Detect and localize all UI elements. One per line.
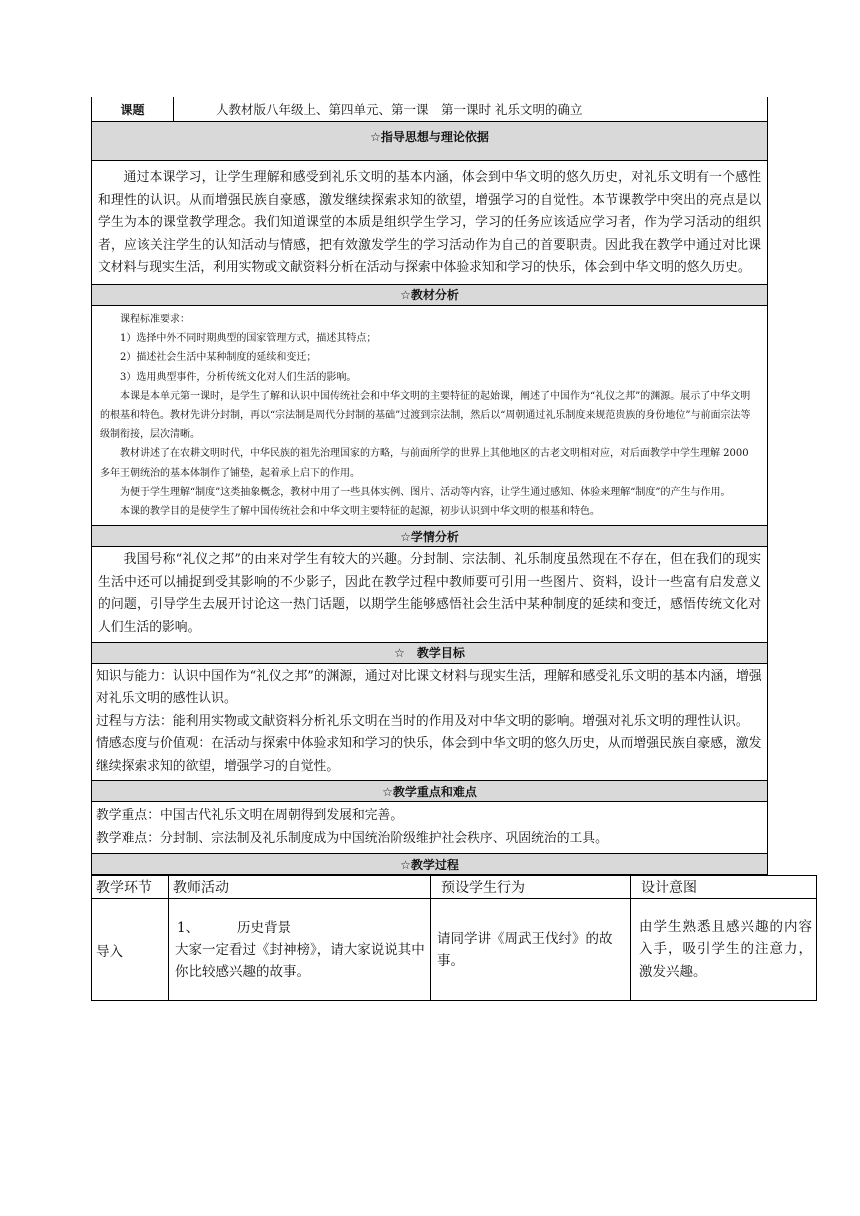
guiding-text: 通过本课学习，让学生理解和感受到礼乐文明的基本内涵，体会到中华文明的悠久历史，对礼乐文明有一个感性和理性的认识。从而增强民族自豪感，激发继续探索求知的欲望，增强学习的自觉性。本节课教学中突出的亮点是以学生为本的课堂教学理念。我们知道课堂的本质是组织学生学习，学习的任务应该适应学习者，作为学习活动的组织者，应该关注学生的认知活动与情感，把有效激发学生的学习活动作为自己的首要职责。因此我在教学中通过对比课文材料与现实生活，利用实物或文献资料分析在活动与探索中体验求知和学习的快乐，体会到中华文明的悠久历史。 — [98, 170, 761, 276]
teacher-step-number: 1、 — [177, 919, 200, 936]
goal-emotion: 情感态度与价值观：在活动与探索中体验求知和学习的快乐，体会到中华文明的悠久历史，从而增强民族自豪感，激发继续探索求知的欲望，增强学习的自觉性。 — [96, 736, 762, 774]
teacher-step-text: 大家一定看过《封神榜》，请大家说说其中你比较感兴趣的故事。 — [175, 941, 425, 980]
col-teacher: 教师活动 — [169, 876, 431, 899]
section-header-goals: ☆ 教学目标 — [91, 643, 768, 664]
goal-process: 过程与方法：能利用实物或文献资料分析礼乐文明在当时的作用及对中华文明的影响。增强对礼乐文明的理性认识。 — [96, 713, 749, 729]
students-paragraph — [91, 547, 768, 642]
material-line: 课程标准要求： — [120, 313, 190, 325]
material-line: 1）选择中外不同时期典型的国家管理方式，描述其特点； — [120, 333, 377, 345]
col-intent: 设计意图 — [631, 876, 817, 899]
lesson-plan — [91, 97, 812, 1001]
intent-cell: 由学生熟悉且感兴趣的内容入手，吸引学生的注意力，激发兴趣。 — [631, 899, 817, 1001]
stage-cell: 导入 — [92, 899, 169, 1001]
goal-knowledge: 知识与能力：认识中国作为“礼仪之邦”的渊源，通过对比课文材料与现实生活，理解和感受礼乐文明的基本内涵，增强对礼乐文明的感性认识。 — [96, 668, 762, 707]
material-line: 教材讲述了在农耕文明时代，中华民族的祖先治理国家的方略，与前面所学的世界上其他地区的古老文明相对应，对后面教学中学生理解 2000 多年王朝统治的基本体制作了铺垫，起着承上启下的作用。 — [100, 448, 749, 479]
material-line: 本课的教学目的是使学生了解中国传统社会和中华文明主要特征的起源，初步认识到中华文明的根基和特色。 — [120, 506, 600, 517]
title-row — [91, 97, 768, 122]
section-header-keypoints: ☆教学重点和难点 — [91, 781, 768, 802]
material-line: 2）描述社会生活中某种制度的延续和变迁； — [120, 352, 317, 364]
section-header-process: ☆教学过程 — [91, 854, 768, 875]
title-label: 课题 — [92, 97, 174, 121]
process-table — [91, 875, 817, 1001]
lesson-title: 人教材版八年级上、第四单元、第一课 第一课时 礼乐文明的确立 — [216, 102, 583, 117]
material-line: 为便于学生理解“制度”这类抽象概念，教材中用了一些具体实例、图片、活动等内容，让学生通过感知、体验来理解“制度”的产生与作用。 — [120, 486, 731, 498]
section-header-guiding: ☆指导思想与理论依据 — [91, 122, 768, 161]
material-line: 本课是本单元第一课时，是学生了解和认识中国传统社会和中华文明的主要特征的起始课，阐述了中国作为“礼仪之邦”的渊源。展示了中华文明的根基和特色。教材先讲分封制，再以“宗法制是周代分封制的基础”过渡到宗法制，然后以“周朝通过礼乐制度来规范贵族的身份地位”与前面宗法等级制衔接，层次清晰。 — [100, 390, 751, 441]
teacher-heading-line — [175, 917, 426, 939]
key-point: 教学重点：中国古代礼乐文明在周朝得到发展和完善。 — [96, 808, 404, 824]
material-line: 3）选用典型事件，分析传统文化对人们生活的影响。 — [120, 371, 357, 383]
teacher-cell — [169, 899, 431, 1001]
section-header-material: ☆教材分析 — [91, 285, 768, 306]
teaching-goals — [91, 664, 768, 782]
material-analysis — [91, 306, 768, 526]
difficult-point: 教学难点：分封制、宗法制及礼乐制度成为中国统治阶级维护社会秩序、巩固统治的工具。 — [96, 830, 608, 846]
col-stage: 教学环节 — [92, 876, 169, 899]
student-cell: 请同学讲《周武王伐纣》的故事。 — [431, 899, 631, 1001]
section-header-students: ☆学情分析 — [91, 526, 768, 547]
guiding-paragraph — [91, 161, 768, 285]
process-header-row — [92, 876, 817, 899]
teacher-step-heading: 历史背景 — [237, 919, 291, 936]
key-points — [91, 802, 768, 854]
table-row — [92, 899, 817, 1001]
col-student: 预设学生行为 — [431, 876, 631, 899]
students-text: 我国号称“礼仪之邦”的由来对学生有较大的兴趣。分封制、宗法制、礼乐制度虽然现在不存在，但在我们的现实生活中还可以捕捉到受其影响的不少影子，因此在教学过程中教师要可引用一些图片、资料，设计一些富有启发意义的问题，引导学生去展开讨论这一热门话题，以期学生能够感悟社会生活中某种制度的延续和变迁，感悟传统文化对人们生活的影响。 — [98, 552, 761, 635]
